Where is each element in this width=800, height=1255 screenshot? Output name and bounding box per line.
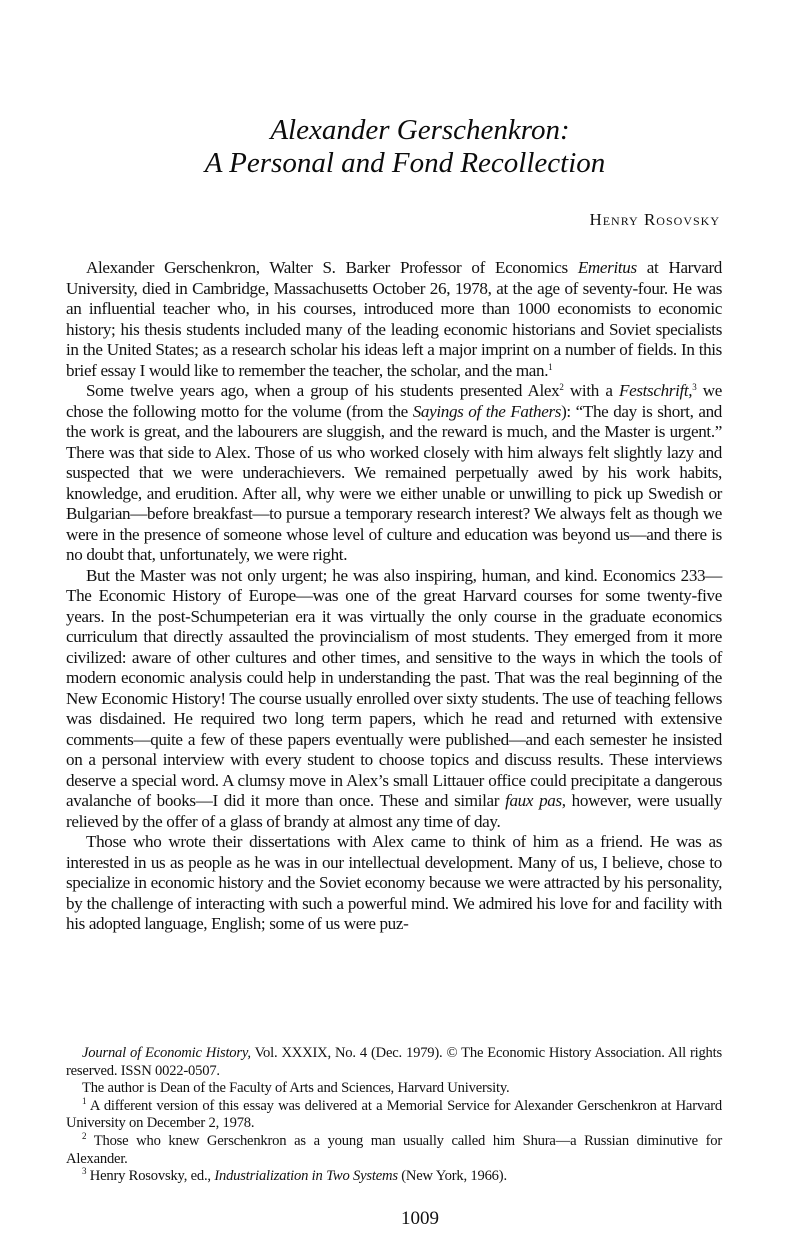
body-paragraph <box>66 381 722 566</box>
footnote-2 <box>66 1130 722 1168</box>
italic-text: faux pas <box>505 791 562 810</box>
footnote-reference: 3 <box>82 1166 87 1177</box>
footnote-reference: 1 <box>548 361 553 372</box>
body-paragraph <box>66 832 722 935</box>
footnote-reference: 2 <box>559 382 564 392</box>
text-run: , however, were usually relieved by the offer of a glass of brandy at almost any time of day. <box>66 791 722 831</box>
text-run: (New York, 1966). <box>397 1168 507 1185</box>
journal-citation-note <box>66 1045 722 1080</box>
footnote-reference: 3 <box>692 382 697 392</box>
body-paragraph <box>66 258 722 381</box>
text-run: with a <box>563 381 619 400</box>
footnote-reference: 2 <box>82 1130 87 1141</box>
italic-text: Festschrift, <box>619 381 693 400</box>
text-run: The author is Dean of the Faculty of Arts and Sciences, Harvard University. <box>82 1080 510 1097</box>
footnote-reference: 1 <box>82 1095 87 1106</box>
body-paragraph <box>66 566 722 833</box>
italic-text: Sayings of the Fathers <box>412 401 562 421</box>
text-run: ): “The day is short, and the work is great, and the labourers are sluggish, and the reward is much, and the Master is urgent.” There was that side to Alex. Those of us who worked closely with him always felt slightly lazy and suspected that we were underachievers. We remained perpetually awed by his work habits, knowledge, and erudition. After all, why were we either unable or unwilling to pick up Swedish or Bulgarian—before breakfast—to pursue a temporary research interest? We always felt as though we were in the presence of someone whose level of culture and education was beyond us—and there is no doubt that, unfortunately, we were right. <box>66 401 722 564</box>
footnote-1 <box>66 1095 722 1133</box>
footnotes <box>66 1045 722 1186</box>
page-number: 1009 <box>401 1208 439 1229</box>
text-run: Vol. XXXIX, No. 4 (Dec. 1979). © The Economic History Association. All rights reserved. ISSN 0022-0507. <box>66 1045 722 1079</box>
italic-text: Journal of Economic History, <box>82 1045 251 1061</box>
footnote-3 <box>66 1168 722 1186</box>
author-affiliation-note <box>66 1080 722 1098</box>
text-run: Henry Rosovsky, ed., <box>86 1168 215 1185</box>
italic-text: Industrialization in Two Systems <box>214 1168 398 1185</box>
text-run: But the Master was not only urgent; he was also inspiring, human, and kind. Economics 233—The Economic History of Europe—was one of the great Harvard courses for some twenty-five years. In the post-Schumpeterian era it was virtually the only course in the graduate economics curriculum that directly assaulted the provincialism of most students. They emerged from it more civilized: aware of other cultures and other times, and sensitive to the ways in which the tools of modern economic analysis could help in understanding the past. That was the real beginning of the New Economic History! The course usually enrolled over sixty students. The use of teaching fellows was disdained. He required two long term papers, which he read and returned with extensive comments—quite a few of these papers eventually were published—and each semester he insisted on a personal interview with every student to choose topics and discuss results. These interviews deserve a special word. A clumsy move in Alex’s small Littauer office could precipitate a dangerous avalanche of books—I did it more than once. These and similar <box>66 565 722 810</box>
article-title-line-1: Alexander Gerschenkron: <box>270 114 570 146</box>
italic-text: Emeritus <box>577 258 637 277</box>
text-run: A different version of this essay was delivered at a Memorial Service for Alexander Gerschenkron at Harvard University on December 2, 1978. <box>66 1097 722 1132</box>
text-run: at Harvard University, died in Cambridge, Massachusetts October 26, 1978, at the age of seventy-four. He was an influential teacher who, in his courses, introduced more than 1000 economists to economic history; his thesis students included many of the leading economic historians and Soviet specialists in the United States; as a research scholar his ideas left a major imprint on a number of fields. In this brief essay I would like to remember the teacher, the scholar, and the man. <box>66 258 723 380</box>
article-title-line-2: A Personal and Fond Recollection <box>204 147 606 179</box>
text-run: Some twelve years ago, when a group of his students presented Alex <box>86 381 560 400</box>
text-run: Alexander Gerschenkron, Walter S. Barker Professor of Economics <box>86 258 578 277</box>
author-name: Henry Rosovsky <box>589 210 720 229</box>
text-run: Those who knew Gerschenkron as a young man usually called him Shura—a Russian diminutive for Alexander. <box>66 1132 722 1167</box>
article-body <box>66 258 722 935</box>
text-run: Those who wrote their dissertations with Alex came to think of him as a friend. He was as interested in us as people as he was in our intellectual development. Many of us, I believe, chose to specialize in economic history and the Soviet economy because we were attracted by his personality, by the challenge of interacting with such a powerful mind. We admired his love for and facility with his adopted language, English; some of us were puz- <box>66 832 722 933</box>
text-run: we chose the following motto for the volume (from the <box>66 381 723 421</box>
